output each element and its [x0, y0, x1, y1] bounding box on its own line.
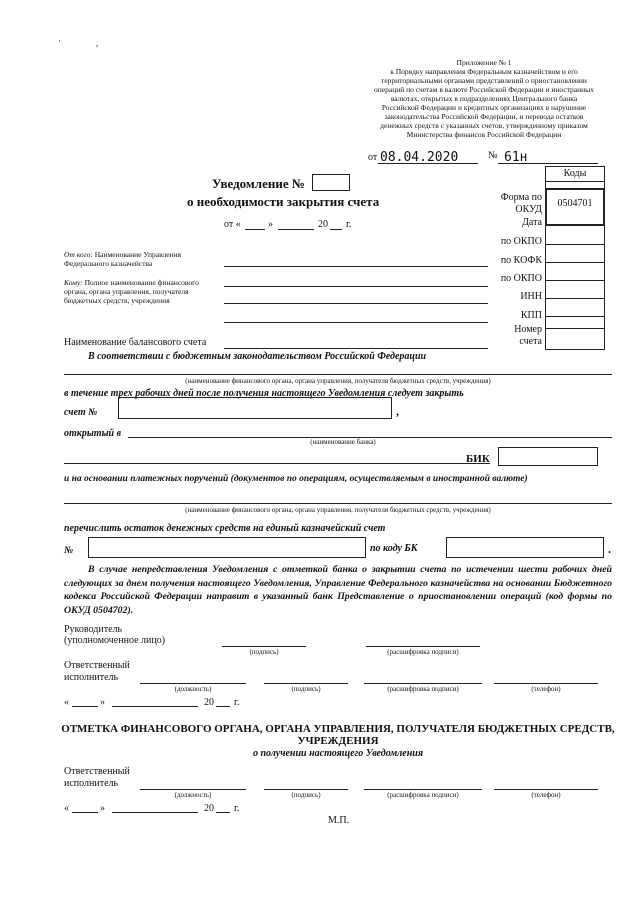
resp2-decoding-caption: (расшифровка подписи): [387, 791, 459, 799]
eks-number-label: №: [64, 545, 74, 556]
order-date: 08.04.2020: [380, 150, 459, 165]
mark-subtitle: о получении настоящего Уведомления: [252, 748, 424, 759]
scan-mark: ,: [96, 38, 99, 48]
date-year: 20: [204, 697, 214, 708]
body-p2: в течение трех рабочих дней после получения настоящего Уведомления следует закрыть: [64, 388, 464, 399]
caption-org-2: (наименование финансового органа, органа управления, получателя бюджетных средств, учреждения): [185, 506, 491, 514]
date-year-suffix: г.: [234, 697, 240, 708]
resp-sublabel: исполнитель: [64, 672, 119, 683]
resp-phone-caption: (телефон): [531, 685, 561, 693]
notice-subtitle: о необходимости закрытия счета: [187, 194, 380, 209]
opened-in-label: открытый в: [64, 428, 122, 439]
to-label: Кому:: [64, 278, 83, 287]
dot: .: [608, 542, 611, 556]
mark-title: ОТМЕТКА ФИНАНСОВОГО ОРГАНА, ОРГАНА УПРАВЛЕНИЯ, ПОЛУЧАТЕЛЯ БЮДЖЕТНЫХ СРЕДСТВ,: [61, 723, 615, 735]
date2-year-suffix: г.: [234, 803, 240, 814]
mark-title-2: УЧРЕЖДЕНИЯ: [297, 735, 379, 747]
eks-number-field[interactable]: [88, 537, 366, 558]
body-p3: и на основании платежных поручений (документов по операциям, осуществляемым в иностранной валюте): [64, 474, 528, 484]
from-text2: Федерального казначейства: [64, 259, 153, 268]
codes-header: Коды: [563, 168, 587, 179]
codes-nomer-label: Номер: [514, 324, 542, 335]
bik-label: БИК: [466, 453, 490, 465]
appendix-line: денежных средств с указанных счетов, утвержденному приказом: [380, 121, 588, 130]
resp2-position-caption: (должность): [174, 791, 212, 799]
account-number-field[interactable]: [118, 397, 392, 419]
resp2-sublabel: исполнитель: [64, 778, 119, 789]
appendix-line: к Порядку направления Федеральным казначейством и его: [390, 67, 578, 76]
date2-open-quote: «: [64, 803, 69, 814]
resp-position-caption: (должность): [174, 685, 212, 693]
appendix-title: Приложение № 1: [456, 58, 512, 67]
codes-kpp-label: КПП: [520, 310, 542, 321]
okud-code: 0504701: [557, 198, 593, 209]
appendix-line: законодательства Российской Федерации, и перевода остатков: [384, 112, 584, 121]
from-text: Наименование Управления: [92, 250, 182, 259]
date-close-quote: »: [100, 697, 105, 708]
to-block: [64, 278, 224, 305]
head-decoding-caption: (расшифровка подписи): [387, 648, 459, 656]
resp-signature-caption: (подпись): [291, 685, 321, 693]
notice-date-q: »: [268, 219, 273, 230]
head-sublabel: (уполномоченное лицо): [64, 635, 166, 646]
to-text: Полное наименование финансового: [82, 278, 199, 287]
appendix-line: операций по счетам в валюте Российской Федерации и иностранных: [374, 85, 594, 94]
codes-okpo1-label: по ОКПО: [500, 236, 542, 247]
resp-label: Ответственный: [64, 660, 130, 671]
codes-okpo2-label: по ОКПО: [500, 273, 542, 284]
order-num-prefix: №: [488, 150, 498, 161]
body-p4: перечислить остаток денежных средств на единый казначейский счет: [64, 523, 386, 534]
head-signature-caption: (подпись): [249, 648, 279, 656]
notice-number-field[interactable]: [312, 174, 350, 191]
resp-decoding-caption: (расшифровка подписи): [387, 685, 459, 693]
notice-year-suffix: г.: [346, 219, 352, 230]
notice-title: Уведомление №: [212, 176, 305, 191]
date-open-quote: «: [64, 697, 69, 708]
date2-close-quote: »: [100, 803, 105, 814]
appendix-line: территориальными органами представлений о приостановлении: [381, 76, 587, 85]
bik-field[interactable]: [498, 447, 598, 466]
comma: ,: [396, 404, 399, 418]
order-date-prefix: от: [368, 152, 378, 163]
notice-date-from: от «: [224, 219, 241, 230]
bank-caption: (наименование банка): [310, 438, 376, 446]
codes-okud-label: ОКУД: [515, 204, 542, 215]
head-label: Руководитель: [64, 624, 123, 635]
to-text2: органа, органа управления, получателя: [64, 287, 189, 296]
resp2-signature-caption: (подпись): [291, 791, 321, 799]
resp2-label: Ответственный: [64, 766, 130, 777]
appendix-line: Российской Федерации и кредитных организациях в нарушение: [381, 103, 587, 112]
codes-kofk-label: по КОФК: [500, 255, 542, 266]
codes-account-label: счета: [519, 336, 542, 347]
codes-form-label: Форма по: [500, 192, 542, 203]
from-block: [64, 250, 224, 268]
appendix-line: валютах, открытых в подразделениях Центрального банка: [390, 94, 578, 103]
caption-org: (наименование финансового органа, органа управления, получателя бюджетных средств, учреждения): [185, 377, 491, 385]
seal-mark: М.П.: [328, 815, 350, 826]
appendix-line: Министерства финансов Российской Федерации: [406, 130, 562, 139]
balance-account-label: Наименование балансового счета: [64, 337, 207, 348]
bk-code-field[interactable]: [446, 537, 604, 558]
codes-inn-label: ИНН: [520, 291, 542, 302]
scan-mark: ·: [58, 36, 61, 46]
order-num: 61н: [504, 150, 528, 165]
notice-year: 20: [318, 219, 328, 230]
appendix-block: [350, 58, 618, 139]
resp2-phone-caption: (телефон): [531, 791, 561, 799]
from-label: От кого:: [64, 250, 93, 259]
to-text3: бюджетных средств, учреждения: [64, 296, 170, 305]
body-p5: В случае непредставления Уведомления с отметкой банка о закрытии счета по истечении шести рабочих дней следующих за днем получения настоящего Уведомления, Управление Федерального казначейства на основании Бюджетного кодекса Российской Федерации направит в указанный банк Представление о приостановлении операций (код формы по ОКУД 0504702).: [64, 564, 612, 616]
body-p1: В соответствии с бюджетным законодательством Российской Федерации: [88, 351, 427, 362]
date2-year: 20: [204, 803, 214, 814]
bk-code-label: по коду БК: [370, 543, 418, 554]
account-label: счет №: [64, 407, 98, 418]
codes-date-label: Дата: [522, 217, 542, 228]
